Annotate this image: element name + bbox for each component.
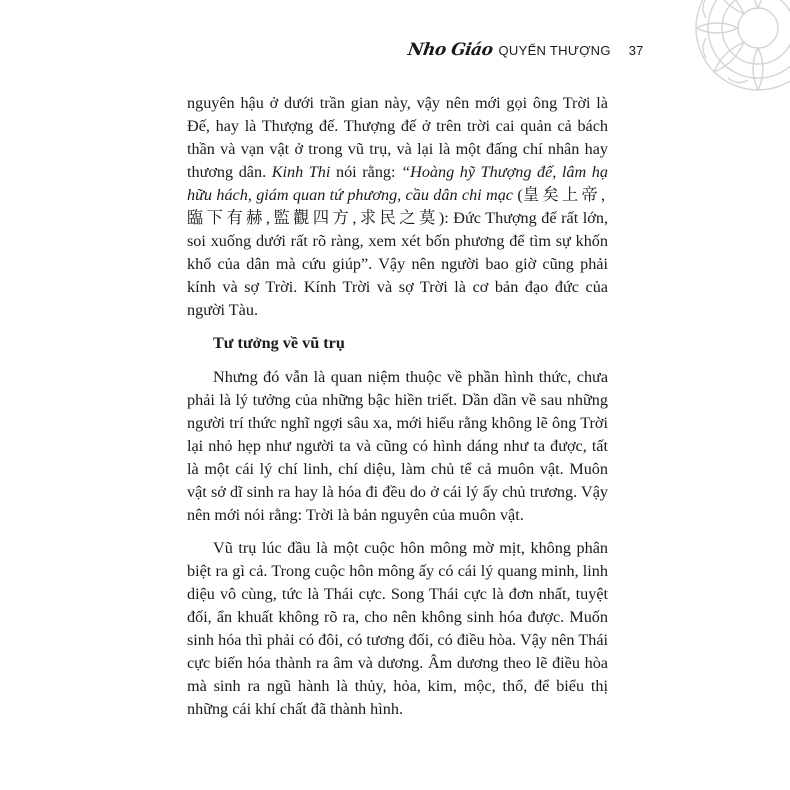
paragraph-text: ( xyxy=(512,186,523,204)
paragraph-text: nguyên hậu ở dưới trần gian này, vậy nên mới gọi ông Trời là Đế, hay là Thượng đế. Thượng đế ở trên trời cai quản cả bách thần và vạn vật ở trong vũ trụ, và lại là một đấng chí nhân hay thương dân. xyxy=(187,94,608,181)
page-body xyxy=(187,92,608,721)
paragraph-text: nói rằng: xyxy=(330,163,402,181)
series-label: QUYỂN THƯỢNG xyxy=(498,43,611,58)
series-logo: Nho Giáo xyxy=(406,40,494,60)
floral-ornament-icon xyxy=(688,0,790,98)
chinese-characters: 皇矣上帝,臨下有赫,監觀四方,求民之莫 xyxy=(187,186,608,227)
paragraph: Vũ trụ lúc đầu là một cuộc hôn mông mờ mịt, không phân biệt ra gì cả. Trong cuộc hôn mông ấy có cái lý quang minh, linh diệu vô cùng, tức là Thái cực. Song Thái cực là đơn nhất, tuyệt đối, ẩn khuất không rõ ra, cho nên không sinh hóa được. Muốn sinh hóa thì phải có đôi, có tương đối, có điều hòa. Vậy nên Thái cực biến hóa thành ra âm và dương. Âm dương theo lẽ điều hòa mà sinh ra ngũ hành là thủy, hỏa, kim, mộc, thổ, để biểu thị những cái khí chất đã thành hình. xyxy=(187,539,608,718)
source-title: Kinh Thi xyxy=(271,163,331,181)
section-heading: Tư tưởng về vũ trụ xyxy=(213,334,345,352)
paragraph-text: ): Đức Thượng đế rất lớn, soi xuống dưới rất rõ ràng, xem xét bốn phương để tìm sự khốn khổ của dân mà cứu giúp”. Vậy nên người bao giờ cũng phải kính và sợ Trời. Kính Trời và sợ Trời là cơ bản đạo đức của người Tàu. xyxy=(187,209,609,319)
paragraph: Nhưng đó vẫn là quan niệm thuộc về phần hình thức, chưa phải là lý tưởng của những bậc hiền triết. Dần dần về sau những người trí thức nghĩ ngợi sâu xa, mới hiểu rằng không lẽ ông Trời lại nhỏ hẹp như người ta và cũng có hình dáng như ta được, tất là một cái lý chí linh, chí diệu, làm chủ tể cả muôn vật. Muôn vật sở dĩ sinh ra hay là hóa đi đều do ở cái lý ấy chủ trương. Vậy nên mới nói rằng: Trời là bản nguyên của muôn vật. xyxy=(187,368,608,524)
page-header xyxy=(408,40,643,60)
classic-quote: “Hoàng hỹ Thượng đế, lâm hạ hữu hách, giám quan tứ phương, cầu dân chi mạc xyxy=(187,163,608,204)
page-number: 37 xyxy=(628,43,644,58)
paragraph-continued xyxy=(187,92,608,322)
